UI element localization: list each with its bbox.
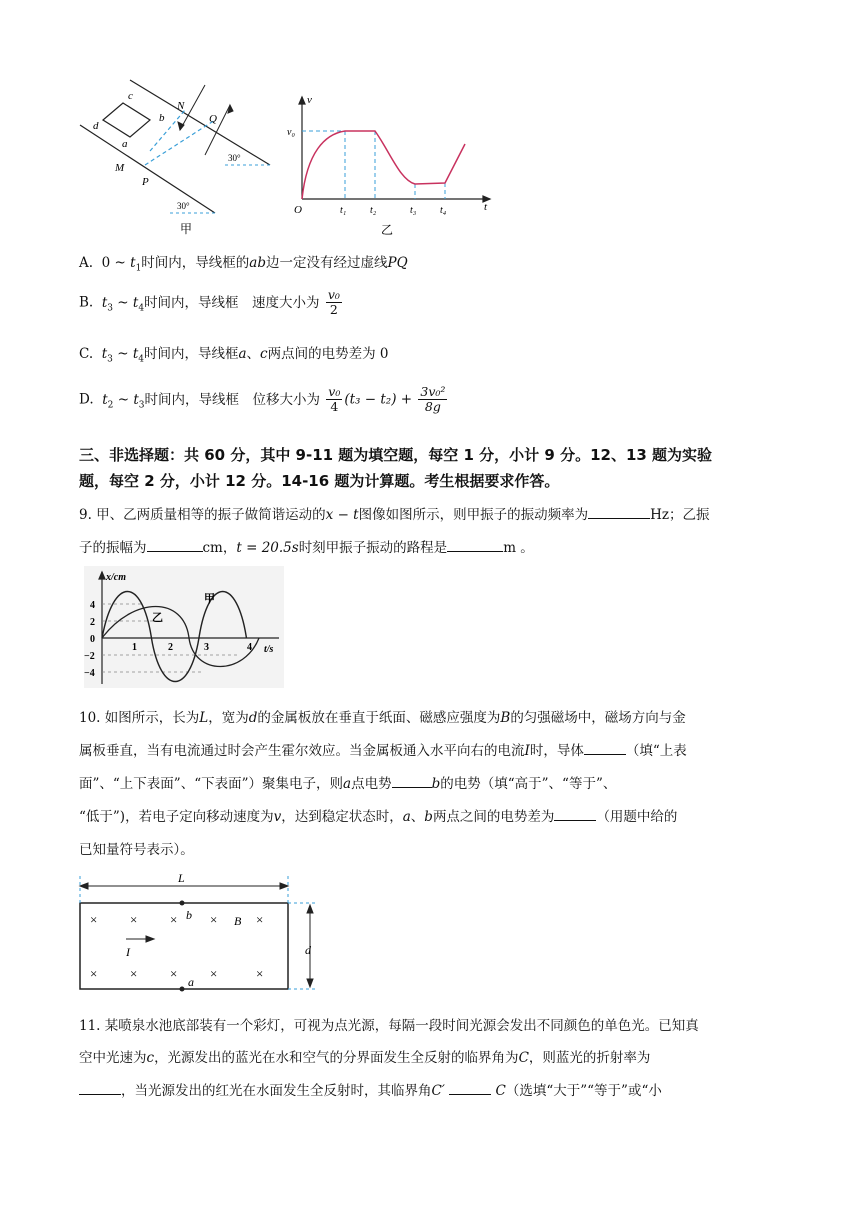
tick-t2: t₂ — [370, 205, 377, 216]
q9-line2: 子的振幅为 cm，t = 20.5s时刻甲振子振动的路程是 m 。 — [79, 540, 534, 556]
xt-ytick-0: 0 — [90, 634, 95, 645]
xt-xtick-2: 2 — [168, 642, 173, 653]
label-P: P — [142, 176, 149, 188]
xt-label-yi: 乙 — [152, 612, 163, 624]
xt-xtick-3: 3 — [204, 642, 209, 653]
q10-line1: 10. 如图所示，长为L，宽为d的金属板放在垂直于纸面、磁感应强度为B的匀强磁场中，磁场方向与金 — [79, 710, 686, 726]
origin-label: O — [294, 204, 302, 216]
xt-xtick-4: 4 — [247, 642, 252, 653]
xt-ytick-neg4: −4 — [84, 668, 95, 679]
xt-xlabel: t/s — [264, 644, 274, 655]
xt-ytick-4: 4 — [90, 600, 95, 611]
q9-blank-frequency[interactable] — [588, 506, 650, 519]
plate-label-d: d — [305, 943, 311, 957]
tick-t4: t₄ — [440, 205, 447, 216]
caption-yi: 乙 — [381, 223, 394, 237]
q11-line2: 空中光速为c，光源发出的蓝光在水和空气的分界面发生全反射的临界角为C，则蓝光的折射率为 — [79, 1050, 651, 1066]
q10-blank-voltage[interactable] — [554, 808, 596, 821]
option-c: C. $t_3$ ~ $t_4$时间内，导线框a、c两点间的电势差为 0 — [79, 346, 389, 365]
q10-line3: 面”、“上下表面”、“下表面”）聚集电子，则a点电势 b的电势（填“高于”、“等于”、 — [79, 776, 617, 792]
q11-blank-compare[interactable] — [449, 1082, 491, 1095]
xt-ylabel: x/cm — [106, 572, 126, 583]
q9-line1: 9. 甲、乙两质量相等的振子做简谐运动的x − t图像如图所示，则甲振子的振动频率为 Hz；乙振 — [79, 507, 710, 523]
section-3-heading-line1: 三、非选择题：共 60 分，其中 9-11 题为填空题，每空 1 分，小计 9 分。12、13 题为实验 — [79, 446, 713, 464]
fraction-3v0sq-over-8g: $\frac{\text{3v₀²}}{8g}$ — [420, 384, 446, 414]
v0-label: v₀ — [287, 127, 295, 138]
cross-mark: × — [130, 966, 138, 981]
cross-mark: × — [90, 966, 98, 981]
plate-label-a: a — [188, 975, 194, 989]
axis-t-label: t — [484, 201, 488, 213]
cross-mark: × — [256, 966, 264, 981]
option-d: D. $t_2$ ~ $t_3$时间内，导线框 位移大小为 $\frac{\text{v₀}}{4}$ (t₃ − t₂) + $\frac{\text{3v₀²}}{8g}$ — [79, 384, 446, 414]
label-a: a — [122, 138, 128, 150]
figure-xt — [84, 566, 284, 688]
xt-ytick-neg2: −2 — [84, 651, 95, 662]
tick-t1: t₁ — [340, 205, 347, 216]
xt-xtick-1: 1 — [132, 642, 137, 653]
label-N: N — [177, 100, 185, 112]
q10-blank-surface[interactable] — [584, 742, 626, 755]
tick-t3: t₃ — [410, 205, 417, 216]
xt-ytick-2: 2 — [90, 617, 95, 628]
figure-jia — [75, 75, 275, 240]
angle-label-1: 30° — [228, 153, 241, 163]
cross-mark: × — [90, 912, 98, 927]
cross-mark: × — [210, 966, 218, 981]
cross-mark: × — [210, 912, 218, 927]
q10-line4: “低于”)，若电子定向移动速度为v，达到稳定状态时，a、b两点之间的电势差为 （用题中给的 — [79, 809, 678, 825]
cross-mark: × — [170, 966, 178, 981]
q10-blank-potential[interactable] — [392, 775, 432, 788]
q11-line1: 11. 某喷泉水池底部装有一个彩灯，可视为点光源，每隔一段时间光源会发出不同颜色的单色光。已知真 — [79, 1018, 699, 1034]
label-M: M — [115, 162, 125, 174]
label-Q: Q — [209, 113, 217, 125]
option-a: A. 0 ~ $t_1$时间内，导线框的ab边一定没有经过虚线PQ — [79, 255, 408, 274]
q11-blank-refractive-index[interactable] — [79, 1082, 121, 1095]
figure-hall-plate — [76, 868, 326, 998]
plate-label-B: B — [234, 914, 242, 928]
caption-jia: 甲 — [180, 222, 193, 236]
q10-line2: 属板垂直，当有电流通过时会产生霍尔效应。当金属板通入水平向右的电流I时，导体 （填“上表 — [79, 743, 687, 759]
label-c: c — [128, 90, 133, 102]
label-b: b — [159, 112, 165, 124]
axis-v-label: v — [307, 94, 312, 106]
plate-label-L: L — [178, 871, 185, 885]
xt-label-jia: 甲 — [204, 593, 215, 605]
angle-label-2: 30° — [177, 201, 190, 211]
plate-label-b: b — [186, 908, 192, 922]
section-3-heading-line2: 题，每空 2 分，小计 12 分。14-16 题为计算题。考生根据要求作答。 — [79, 472, 560, 490]
q11-line3: ，当光源发出的红光在水面发生全反射时，其临界角C′ C（选填“大于”“等于”或“小 — [79, 1079, 662, 1099]
q9-blank-path[interactable] — [447, 539, 503, 552]
fraction-v0-over-4: $\frac{\text{v₀}}{4}$ — [328, 384, 341, 414]
cross-mark: × — [170, 912, 178, 927]
label-d: d — [93, 120, 99, 132]
plate-label-I: I — [126, 945, 130, 959]
option-b: B. $t_3$ ~ $t_4$时间内，导线框 速度大小为 $\frac{\text{v₀}}{2}$ — [79, 287, 340, 317]
q10-line5: 已知量符号表示）。 — [79, 842, 194, 858]
cross-mark: × — [256, 912, 264, 927]
q9-blank-amplitude[interactable] — [147, 539, 203, 552]
figure-yi-vt — [285, 92, 495, 240]
fraction-v0-over-2: $\frac{\text{v₀}}{2}$ — [327, 287, 340, 317]
cross-mark: × — [130, 912, 138, 927]
